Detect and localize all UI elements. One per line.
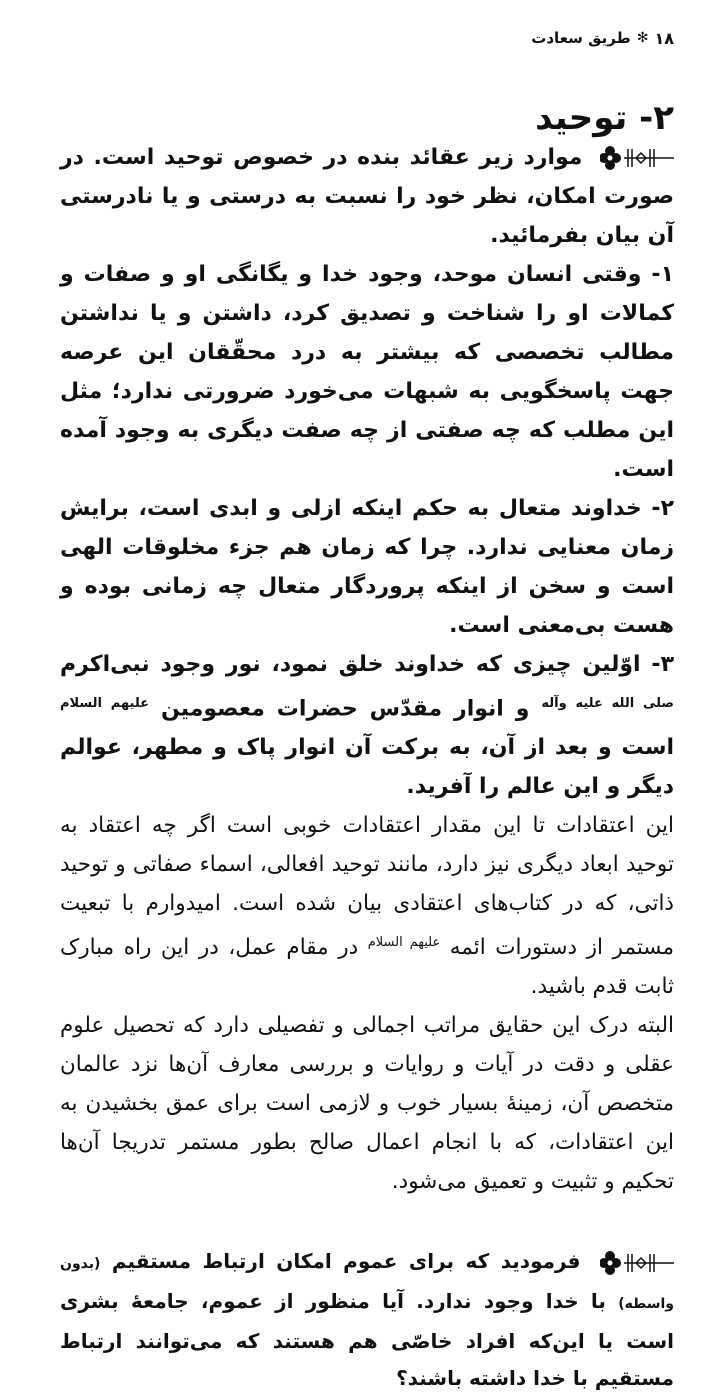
section-title: ۲- توحید [535,98,674,138]
question-flower-ornament-icon [600,143,674,173]
answer-paragraph-1-part-a: این اعتقادات تا این مقدار اعتقادات خوبی است اگر چه اعتقاد به توحید ابعاد دیگری نیز دارد، مانند توحید افعالی، اسماء صفاتی و توحید ذاتی، که در کتاب‌های اعتقادی بیان شده است. امیدوارم با تبعیت مستمر از دستورات ائمه [60,813,674,961]
question-item-2: ۲- خداوند متعال به حکم اینکه ازلی و ابدی است، برایش زمان معنایی ندارد. چرا که زمان هم جزء مخلوقات الهی است و سخن از اینکه پروردگار متعال چه زمانی بوده و هست بی‌معنی است. [60,496,674,638]
answer-paragraph-1 [60,806,674,1006]
question-intro-text: موارد زیر عقائد بنده در خصوص توحید است. در صورت امکان، نظر خود را نسبت به درستی و یا نادرستی آن بیان بفرمائید. [60,145,674,248]
imams-honorific: عليهم السلام [60,696,150,711]
star-ornament-icon: ✻ [636,30,649,46]
running-header [60,26,674,50]
answer-paragraph-2: البته درک این حقایق مراتب اجمالی و تفصیلی دارد که تحصیل علوم عقلی و دقت در آیات و روایات و بررسی معارف آن‌ها نزد عالمان متخصص آن، زمینهٔ بسیار خوب و لازمی است برای عمق بخشیدن به این اعتقادات، که با انجام اعمال صالح بطور مستمر تدریجا آن‌ها تحکیم و تثبیت و تعمیق می‌شود. [60,1013,674,1195]
prophet-honorific: صلى الله عليه وآله [541,696,674,711]
page-number: ۱۸ [654,28,674,48]
question-item-3-part-c: است و بعد از آن، به برکت آن انوار پاک و مطهر، عوالم دیگر و این عالم را آفرید. [60,735,674,800]
question-2-text [60,1243,674,1397]
question-intro [60,138,674,255]
question-item-3 [60,645,674,806]
imams-honorific-answer: عليهم السلام [367,935,441,951]
question-item-3-part-a: ۳- اوّلین چیزی که خداوند خلق نمود، نور وجود نبی‌اکرم [60,652,674,677]
question-2-part-b: با خدا وجود ندارد. آیا منظور از عموم، جامعهٔ بشری است یا این‌که افراد خاصّی هم هستند که می‌توانند ارتباط مستقیم با خدا داشته باشند؟ [60,1289,674,1391]
answer-paragraph-1-part-b: در مقام عمل، در این راه مبارک ثابت قدم باشید. [60,935,674,1000]
question-item-3-part-b: و انوار مقدّس حضرات معصومین [160,696,530,722]
answer-block-1 [60,806,674,1201]
question-2-part-a: فرمودید که برای عموم امکان ارتباط مستقیم [111,1249,581,1274]
question-block-1 [60,138,674,806]
book-title: طریق سعادت [531,29,631,47]
question-item-1: ۱- وقتی انسان موحد، وجود خدا و یگانگی او و صفات و کمالات او را شناخت و تصدیق کرد، داشتن و یا نداشتن مطالب تخصصی که بیشتر به درد محقّقان این عرصه جهت پاسخگویی به شبهات می‌خورد ضرورتی ندارد؛ مثل این مطلب که چه صفتی از چه صفت دیگری به وجود آمده است. [60,262,674,482]
question-2-flower-ornament-icon [600,1248,674,1278]
question-2-note: (بدون واسطه) [60,1256,675,1313]
question-block-2 [60,1243,674,1397]
